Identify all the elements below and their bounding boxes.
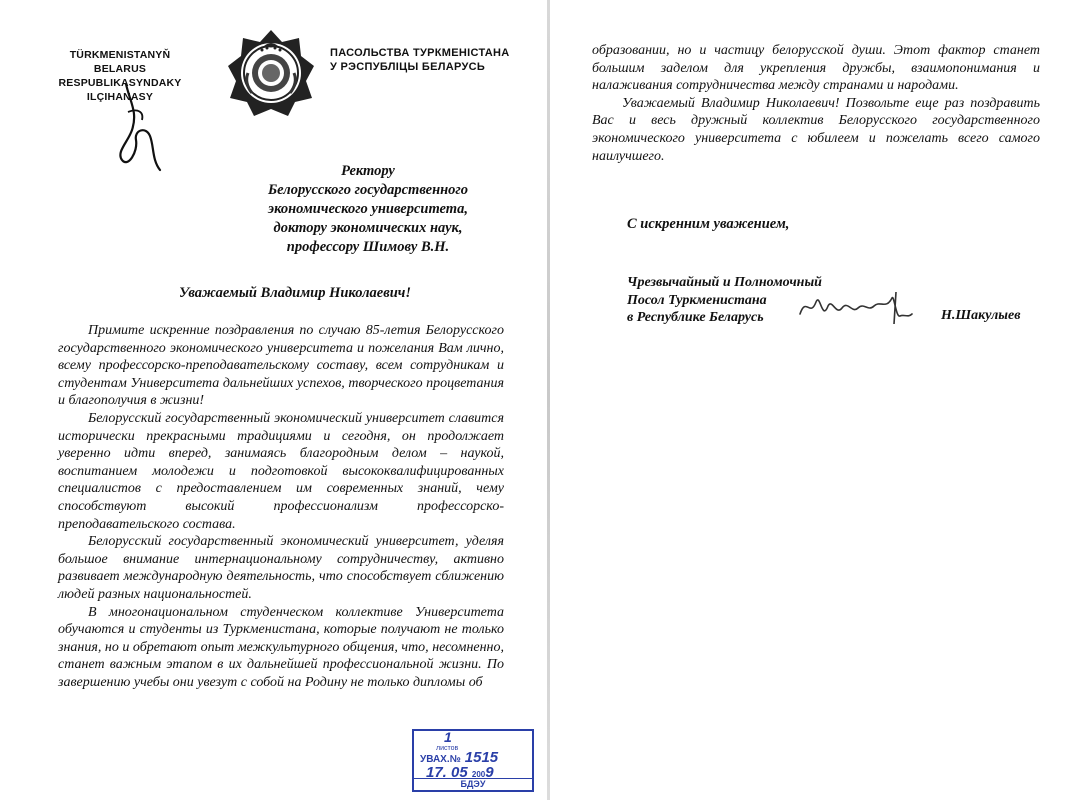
body-paragraph-1: Примите искренние поздравления по случаю 85-летия Белорусского государственного экономического университета и пожелания Вам лично, всему профессорско-преподавательскому составу, всем сотрудникам и студентам Университета дальнейших успехов, творческого процветания и благополучия в жизни! <box>58 323 504 409</box>
addressee-line-3: экономического университета, <box>268 201 468 217</box>
registration-stamp <box>412 729 534 792</box>
closing-phrase: С искренним уважением, <box>627 216 790 232</box>
addressee-line-2: Белорусского государственного <box>267 182 469 198</box>
page-fold-divider <box>547 0 550 800</box>
letter-body-right-column <box>592 42 1040 165</box>
stamp-date-value: 17. 05 <box>426 764 468 781</box>
addressee-block <box>238 162 498 257</box>
body-paragraph-5: образовании, но и частицу белорусской души. Этот фактор станет большим заделом для укрепления дружбы, взаимопонимания и налаживания сотрудничества между странами и народами. <box>592 43 1040 94</box>
signer-name: Н.Шакулыев <box>941 308 1021 323</box>
turkmenistan-emblem-icon <box>226 28 316 118</box>
body-paragraph-3: Белорусский государственный экономический университет, уделяя большое внимание интернациональному сотрудничеству, активно развивает международную деятельность, что способствует сближению людей разных национальностей. <box>58 534 504 602</box>
signer-line-1: Чрезвычайный и Полномочный <box>627 275 822 290</box>
letter-body-left-column <box>58 322 504 691</box>
stamp-incoming-number: 1515 <box>464 749 499 766</box>
signer-line-3: в Республике Беларусь <box>627 310 764 325</box>
stamp-incoming-label: УВАХ.№ <box>420 754 461 765</box>
header-left-line-3: ILÇIHANASY <box>86 91 154 103</box>
addressee-line-4: доктору экономических наук, <box>273 220 463 236</box>
header-right-line-2: У РЭСПУБЛІЦЫ БЕЛАРУСЬ <box>330 61 486 73</box>
header-left-line-1: TÜRKMENISTANYŇ <box>69 49 171 61</box>
body-paragraph-6: Уважаемый Владимир Николаевич! Позвольте еще раз поздравить Вас и весь дружный коллектив Белорусского государственного экономического университета с юбилеем и пожелать всего самого наилучшего. <box>592 95 1040 164</box>
salutation: Уважаемый Владимир Николаевич! <box>178 285 412 301</box>
embassy-header-belarusian <box>330 46 550 74</box>
stamp-sheets-label: листов <box>436 745 459 752</box>
stamp-organization: БДЭУ <box>414 778 532 790</box>
body-paragraph-2: Белорусский государственный экономический университет славится исторически прекрасными традициями и сегодня, он продолжает уверенно идти вперед, занимаясь благородным делом – наукой, воспитанием молодежи и подготовкой высококвалифицированных специалистов с предоставлением им современных знаний, чему способствуют высокий профессионализм профессорско-преподавательского состава. <box>58 410 504 532</box>
handwritten-mark-icon <box>108 82 168 174</box>
header-right-line-1: ПАСОЛЬСТВА ТУРКМЕНІСТАНА <box>330 47 510 59</box>
stamp-year-suffix: 9 <box>485 764 494 781</box>
stamp-year-prefix: 200 <box>471 770 486 779</box>
body-paragraph-4: В многонациональном студенческом коллективе Университета обучаются и студенты из Туркменистана, которые получают не только знания, но и обретают опыт межкультурного общения, что, несомненно, станет важным этапом в их дальнейшей профессиональной жизни. По завершению учебы они увезут с собой на Родину не только дипломы об <box>58 604 504 690</box>
addressee-line-5: профессору Шимову В.Н. <box>286 239 450 255</box>
header-left-line-2: BELARUS RESPUBLIKASYNDAKY <box>58 63 182 89</box>
addressee-line-1: Ректору <box>341 163 395 179</box>
signer-line-2: Посол Туркменистана <box>627 292 767 308</box>
ambassador-signature-icon <box>796 288 916 330</box>
stamp-sheets-value: 1 <box>444 729 452 745</box>
